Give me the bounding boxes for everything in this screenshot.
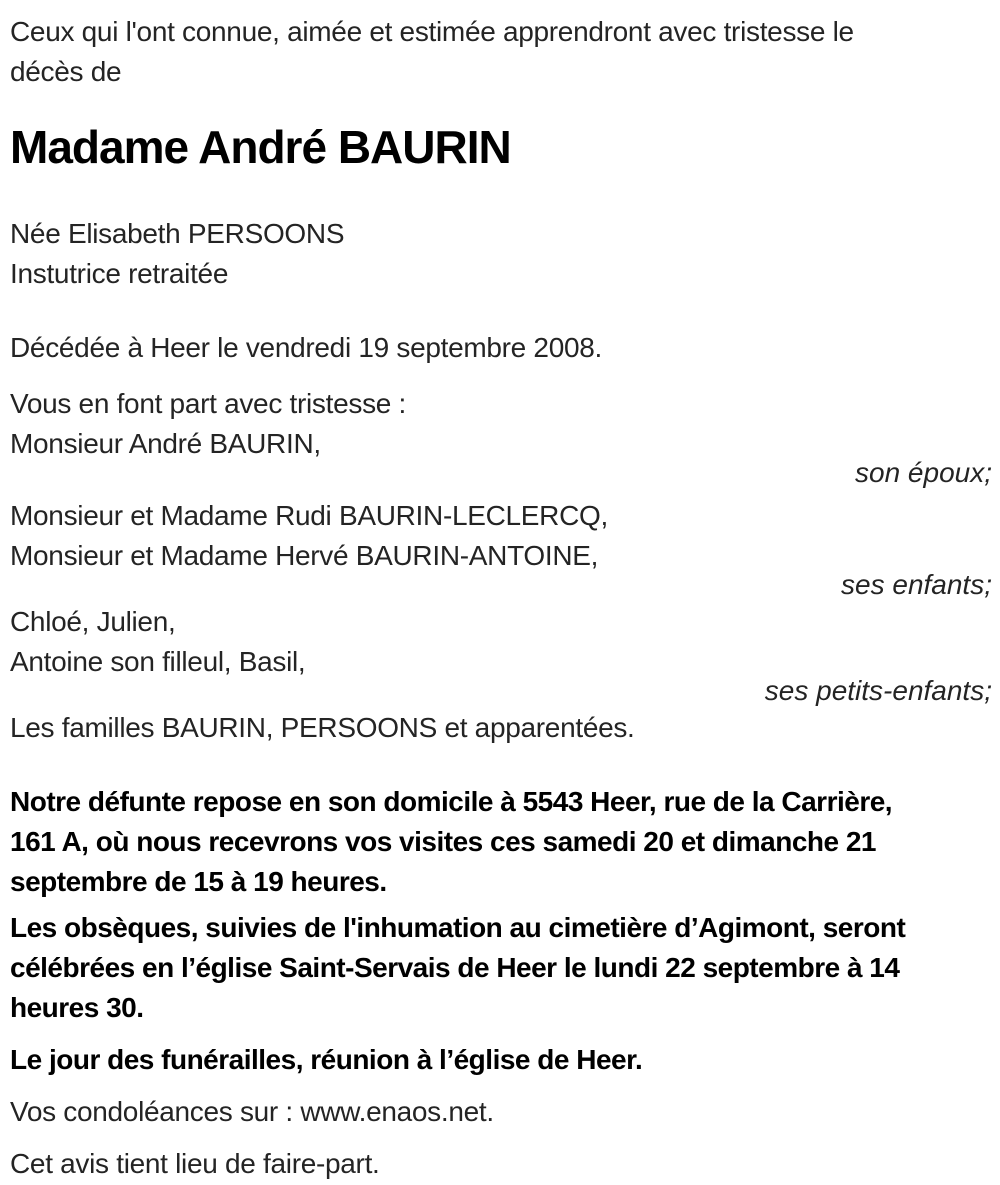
relation-label: ses enfants; bbox=[841, 569, 992, 600]
family-member-name: Monsieur et Madame Rudi BAURIN-LECLERCQ, bbox=[10, 500, 608, 531]
deceased-name: Madame André BAURIN bbox=[10, 121, 511, 173]
death-statement: Décédée à Heer le vendredi 19 septembre 2008. bbox=[10, 332, 603, 363]
funeral-paragraph-line: célébrées en l’église Saint-Servais de Heer le lundi 22 septembre à 14 bbox=[10, 952, 900, 983]
family-member-name: Antoine son filleul, Basil, bbox=[10, 646, 306, 677]
maiden-name: Née Elisabeth PERSOONS bbox=[10, 218, 345, 249]
family-group-spouse bbox=[10, 424, 992, 488]
closing-notice: Cet avis tient lieu de faire-part. bbox=[10, 1148, 380, 1179]
relation-label: ses petits-enfants; bbox=[764, 675, 992, 706]
family-member-name: Monsieur André BAURIN, bbox=[10, 428, 321, 459]
intro-line: décès de bbox=[10, 56, 122, 87]
visitation-paragraph-line: 161 A, où nous recevrons vos visites ces samedi 20 et dimanche 21 bbox=[10, 826, 877, 857]
funeral-paragraph-line: heures 30. bbox=[10, 992, 144, 1023]
intro-paragraph bbox=[10, 12, 992, 92]
family-group-grandchildren bbox=[10, 602, 992, 706]
family-member-name: Monsieur et Madame Hervé BAURIN-ANTOINE, bbox=[10, 540, 599, 571]
gathering-line: Le jour des funérailles, réunion à l’église de Heer. bbox=[10, 1044, 643, 1075]
announcement-line: Vous en font part avec tristesse : bbox=[10, 388, 407, 419]
funeral-paragraph bbox=[10, 908, 992, 1028]
deceased-details bbox=[10, 214, 992, 294]
funeral-paragraph-line: Les obsèques, suivies de l'inhumation au cimetière d’Agimont, seront bbox=[10, 912, 906, 943]
families-line: Les familles BAURIN, PERSOONS et apparentées. bbox=[10, 712, 635, 743]
family-group-children bbox=[10, 496, 992, 600]
profession: Instutrice retraitée bbox=[10, 258, 229, 289]
relation-label: son époux; bbox=[855, 457, 992, 488]
family-member-name: Chloé, Julien, bbox=[10, 606, 176, 637]
visitation-paragraph-line: septembre de 15 à 19 heures. bbox=[10, 866, 387, 897]
visitation-paragraph-line: Notre défunte repose en son domicile à 5543 Heer, rue de la Carrière, bbox=[10, 786, 893, 817]
condolences-line: Vos condoléances sur : www.enaos.net. bbox=[10, 1096, 494, 1127]
intro-line: Ceux qui l'ont connue, aimée et estimée apprendront avec tristesse le bbox=[10, 16, 854, 47]
visitation-paragraph bbox=[10, 782, 992, 902]
